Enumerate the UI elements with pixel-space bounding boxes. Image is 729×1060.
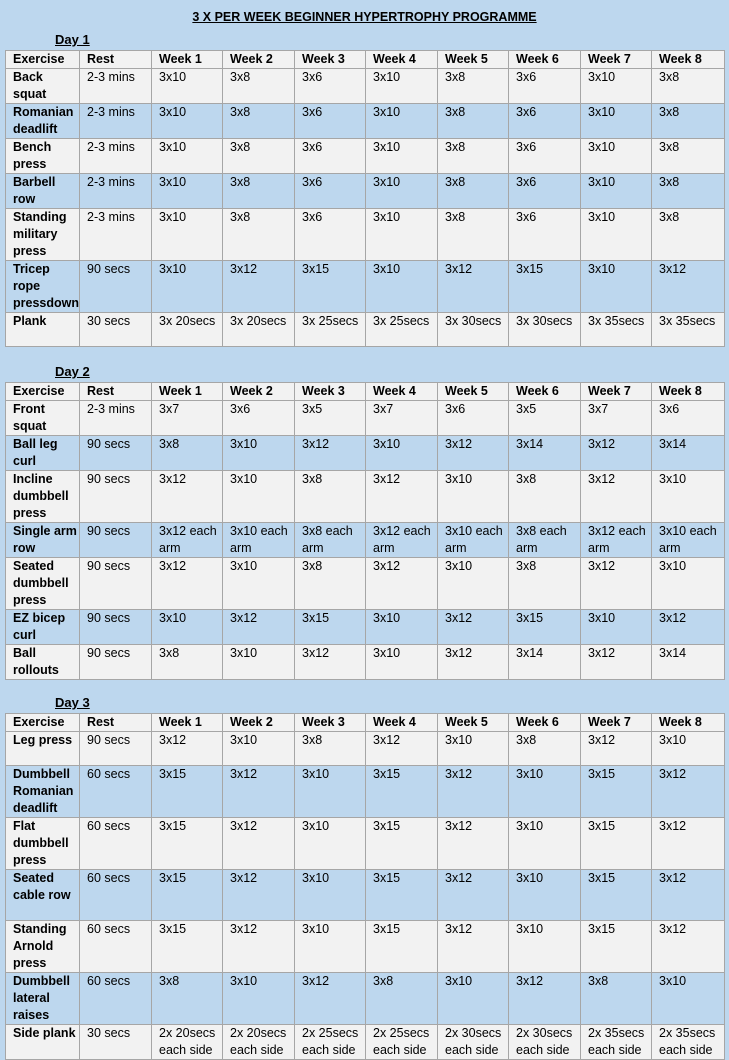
week-3-cell: 3x6 — [295, 209, 366, 261]
week-2-cell: 3x8 — [223, 209, 295, 261]
rest-cell: 2-3 mins — [80, 139, 152, 174]
table-row — [6, 973, 725, 1025]
exercise-name: Single arm row — [6, 523, 80, 558]
table-header-row — [6, 51, 725, 69]
column-header: Exercise — [6, 383, 80, 401]
week-1-cell: 3x8 — [152, 645, 223, 680]
column-header: Week 2 — [223, 714, 295, 732]
week-4-cell: 3x7 — [366, 401, 438, 436]
week-8-cell: 3x8 — [652, 174, 725, 209]
exercise-name: Bench press — [6, 139, 80, 174]
week-2-cell: 3x10 — [223, 471, 295, 523]
week-8-cell: 3x12 — [652, 261, 725, 313]
week-2-cell: 3x 20secs — [223, 313, 295, 347]
week-2-cell: 3x10 — [223, 436, 295, 471]
column-header: Week 5 — [438, 714, 509, 732]
week-6-cell: 3x10 — [509, 921, 581, 973]
exercise-name: Leg press — [6, 732, 80, 766]
week-1-cell: 3x12 each arm — [152, 523, 223, 558]
week-2-cell: 3x12 — [223, 766, 295, 818]
week-3-cell: 3x10 — [295, 921, 366, 973]
week-5-cell: 3x 30secs — [438, 313, 509, 347]
week-2-cell: 3x10 — [223, 558, 295, 610]
week-1-cell: 3x15 — [152, 818, 223, 870]
week-2-cell: 3x8 — [223, 174, 295, 209]
exercise-name: Flat dumbbell press — [6, 818, 80, 870]
week-1-cell: 3x10 — [152, 610, 223, 645]
week-7-cell: 3x7 — [581, 401, 652, 436]
week-7-cell: 3x12 — [581, 471, 652, 523]
week-8-cell: 3x8 — [652, 139, 725, 174]
rest-cell: 2-3 mins — [80, 104, 152, 139]
table-header-row — [6, 383, 725, 401]
week-3-cell: 3x8 — [295, 471, 366, 523]
column-header: Week 4 — [366, 714, 438, 732]
week-3-cell: 3x8 each arm — [295, 523, 366, 558]
week-8-cell: 3x10 — [652, 732, 725, 766]
table-row — [6, 732, 725, 766]
week-6-cell: 3x5 — [509, 401, 581, 436]
week-7-cell: 3x10 — [581, 209, 652, 261]
week-4-cell: 3x12 — [366, 558, 438, 610]
week-7-cell: 3x12 each arm — [581, 523, 652, 558]
table-row — [6, 921, 725, 973]
week-8-cell: 3x12 — [652, 921, 725, 973]
rest-cell: 90 secs — [80, 471, 152, 523]
week-1-cell: 3x12 — [152, 558, 223, 610]
rest-cell: 2-3 mins — [80, 174, 152, 209]
week-2-cell: 3x12 — [223, 921, 295, 973]
week-8-cell: 3x10 — [652, 973, 725, 1025]
week-5-cell: 3x8 — [438, 174, 509, 209]
table-row — [6, 766, 725, 818]
week-2-cell: 3x8 — [223, 139, 295, 174]
week-5-cell: 3x12 — [438, 870, 509, 921]
week-6-cell: 3x15 — [509, 261, 581, 313]
week-4-cell: 3x10 — [366, 209, 438, 261]
table-row — [6, 401, 725, 436]
week-2-cell: 3x8 — [223, 104, 295, 139]
week-7-cell: 3x10 — [581, 261, 652, 313]
week-1-cell: 3x15 — [152, 921, 223, 973]
column-header: Week 7 — [581, 714, 652, 732]
week-8-cell: 3x8 — [652, 209, 725, 261]
week-6-cell: 3x8 — [509, 471, 581, 523]
week-3-cell: 3x15 — [295, 610, 366, 645]
column-header: Week 8 — [652, 51, 725, 69]
week-7-cell: 3x10 — [581, 139, 652, 174]
week-4-cell: 3x12 — [366, 732, 438, 766]
week-2-cell: 3x12 — [223, 261, 295, 313]
rest-cell: 60 secs — [80, 766, 152, 818]
exercise-name: Dumbbell Romanian deadlift — [6, 766, 80, 818]
rest-cell: 30 secs — [80, 1025, 152, 1060]
week-7-cell: 3x10 — [581, 104, 652, 139]
week-4-cell: 3x8 — [366, 973, 438, 1025]
week-8-cell: 2x 35secs each side — [652, 1025, 725, 1060]
week-6-cell: 3x8 — [509, 558, 581, 610]
week-6-cell: 3x6 — [509, 104, 581, 139]
week-4-cell: 3x10 — [366, 69, 438, 104]
week-8-cell: 3x12 — [652, 610, 725, 645]
week-3-cell: 3x8 — [295, 558, 366, 610]
rest-cell: 90 secs — [80, 558, 152, 610]
rest-cell: 30 secs — [80, 313, 152, 347]
week-1-cell: 3x12 — [152, 471, 223, 523]
week-2-cell: 2x 20secs each side — [223, 1025, 295, 1060]
week-3-cell: 3x6 — [295, 139, 366, 174]
week-5-cell: 3x12 — [438, 921, 509, 973]
week-5-cell: 3x12 — [438, 436, 509, 471]
week-4-cell: 3x10 — [366, 436, 438, 471]
column-header: Week 7 — [581, 383, 652, 401]
week-3-cell: 3x8 — [295, 732, 366, 766]
week-2-cell: 3x10 — [223, 732, 295, 766]
week-3-cell: 3x6 — [295, 174, 366, 209]
rest-cell: 90 secs — [80, 261, 152, 313]
week-3-cell: 3x12 — [295, 973, 366, 1025]
column-header: Week 5 — [438, 51, 509, 69]
week-5-cell: 3x10 — [438, 558, 509, 610]
week-5-cell: 3x10 — [438, 732, 509, 766]
table-row — [6, 1025, 725, 1060]
column-header: Week 6 — [509, 383, 581, 401]
week-1-cell: 3x10 — [152, 104, 223, 139]
week-2-cell: 3x6 — [223, 401, 295, 436]
day-heading: Day 1 — [55, 32, 90, 47]
week-6-cell: 3x6 — [509, 174, 581, 209]
week-1-cell: 3x10 — [152, 261, 223, 313]
column-header: Week 8 — [652, 714, 725, 732]
week-3-cell: 3x 25secs — [295, 313, 366, 347]
column-header: Week 3 — [295, 51, 366, 69]
rest-cell: 60 secs — [80, 870, 152, 921]
week-1-cell: 3x15 — [152, 766, 223, 818]
week-1-cell: 3x10 — [152, 139, 223, 174]
week-8-cell: 3x14 — [652, 645, 725, 680]
week-5-cell: 2x 30secs each side — [438, 1025, 509, 1060]
table-row — [6, 313, 725, 347]
table-row — [6, 818, 725, 870]
week-4-cell: 3x15 — [366, 818, 438, 870]
table-row — [6, 436, 725, 471]
exercise-name: Front squat — [6, 401, 80, 436]
week-7-cell: 3x12 — [581, 436, 652, 471]
exercise-name: Ball rollouts — [6, 645, 80, 680]
exercise-name: Standing Arnold press — [6, 921, 80, 973]
week-3-cell: 2x 25secs each side — [295, 1025, 366, 1060]
rest-cell: 90 secs — [80, 645, 152, 680]
week-7-cell: 3x15 — [581, 766, 652, 818]
day-table — [5, 50, 725, 347]
rest-cell: 60 secs — [80, 818, 152, 870]
rest-cell: 2-3 mins — [80, 209, 152, 261]
week-1-cell: 3x7 — [152, 401, 223, 436]
rest-cell: 90 secs — [80, 523, 152, 558]
week-2-cell: 3x12 — [223, 870, 295, 921]
week-5-cell: 3x12 — [438, 261, 509, 313]
week-8-cell: 3x12 — [652, 766, 725, 818]
week-6-cell: 3x10 — [509, 818, 581, 870]
week-5-cell: 3x12 — [438, 766, 509, 818]
week-5-cell: 3x10 — [438, 973, 509, 1025]
table-row — [6, 645, 725, 680]
exercise-name: EZ bicep curl — [6, 610, 80, 645]
week-5-cell: 3x10 — [438, 471, 509, 523]
exercise-name: Ball leg curl — [6, 436, 80, 471]
exercise-name: Dumbbell lateral raises — [6, 973, 80, 1025]
week-3-cell: 3x12 — [295, 645, 366, 680]
week-3-cell: 3x15 — [295, 261, 366, 313]
week-5-cell: 3x10 each arm — [438, 523, 509, 558]
exercise-name: Standing military press — [6, 209, 80, 261]
week-1-cell: 3x8 — [152, 436, 223, 471]
week-7-cell: 3x12 — [581, 645, 652, 680]
week-8-cell: 3x12 — [652, 818, 725, 870]
week-7-cell: 2x 35secs each side — [581, 1025, 652, 1060]
week-5-cell: 3x6 — [438, 401, 509, 436]
exercise-name: Seated cable row — [6, 870, 80, 921]
week-7-cell: 3x12 — [581, 732, 652, 766]
week-2-cell: 3x10 — [223, 973, 295, 1025]
table-row — [6, 139, 725, 174]
week-7-cell: 3x12 — [581, 558, 652, 610]
week-1-cell: 3x15 — [152, 870, 223, 921]
week-1-cell: 3x10 — [152, 209, 223, 261]
week-7-cell: 3x15 — [581, 921, 652, 973]
week-2-cell: 3x12 — [223, 818, 295, 870]
week-4-cell: 3x12 — [366, 471, 438, 523]
rest-cell: 2-3 mins — [80, 69, 152, 104]
week-8-cell: 3x10 — [652, 471, 725, 523]
column-header: Exercise — [6, 51, 80, 69]
week-7-cell: 3x 35secs — [581, 313, 652, 347]
week-6-cell: 2x 30secs each side — [509, 1025, 581, 1060]
week-7-cell: 3x10 — [581, 69, 652, 104]
week-4-cell: 3x10 — [366, 645, 438, 680]
rest-cell: 90 secs — [80, 610, 152, 645]
column-header: Week 3 — [295, 383, 366, 401]
week-4-cell: 3x12 each arm — [366, 523, 438, 558]
week-1-cell: 3x8 — [152, 973, 223, 1025]
week-4-cell: 3x15 — [366, 921, 438, 973]
column-header: Rest — [80, 714, 152, 732]
week-7-cell: 3x10 — [581, 174, 652, 209]
week-6-cell: 3x14 — [509, 645, 581, 680]
column-header: Week 3 — [295, 714, 366, 732]
week-6-cell: 3x8 each arm — [509, 523, 581, 558]
rest-cell: 60 secs — [80, 973, 152, 1025]
column-header: Week 1 — [152, 383, 223, 401]
table-row — [6, 69, 725, 104]
week-8-cell: 3x6 — [652, 401, 725, 436]
week-2-cell: 3x10 — [223, 645, 295, 680]
week-8-cell: 3x 35secs — [652, 313, 725, 347]
week-1-cell: 3x10 — [152, 69, 223, 104]
week-5-cell: 3x8 — [438, 104, 509, 139]
table-row — [6, 523, 725, 558]
week-6-cell: 3x6 — [509, 209, 581, 261]
week-6-cell: 3x10 — [509, 766, 581, 818]
week-4-cell: 3x15 — [366, 870, 438, 921]
week-5-cell: 3x12 — [438, 610, 509, 645]
week-8-cell: 3x10 each arm — [652, 523, 725, 558]
exercise-name: Incline dumbbell press — [6, 471, 80, 523]
week-4-cell: 3x10 — [366, 174, 438, 209]
week-6-cell: 3x 30secs — [509, 313, 581, 347]
week-4-cell: 3x10 — [366, 261, 438, 313]
table-row — [6, 471, 725, 523]
rest-cell: 90 secs — [80, 436, 152, 471]
table-row — [6, 558, 725, 610]
week-2-cell: 3x10 each arm — [223, 523, 295, 558]
week-6-cell: 3x15 — [509, 610, 581, 645]
day-table — [5, 382, 725, 680]
day-heading: Day 2 — [55, 364, 90, 379]
exercise-name: Barbell row — [6, 174, 80, 209]
week-3-cell: 3x10 — [295, 870, 366, 921]
column-header: Week 6 — [509, 51, 581, 69]
week-3-cell: 3x5 — [295, 401, 366, 436]
week-5-cell: 3x8 — [438, 139, 509, 174]
column-header: Week 7 — [581, 51, 652, 69]
week-6-cell: 3x10 — [509, 870, 581, 921]
column-header: Week 8 — [652, 383, 725, 401]
column-header: Week 5 — [438, 383, 509, 401]
week-3-cell: 3x12 — [295, 436, 366, 471]
week-5-cell: 3x12 — [438, 645, 509, 680]
week-7-cell: 3x15 — [581, 870, 652, 921]
rest-cell: 90 secs — [80, 732, 152, 766]
column-header: Week 2 — [223, 383, 295, 401]
column-header: Week 4 — [366, 51, 438, 69]
column-header: Week 1 — [152, 51, 223, 69]
exercise-name: Side plank — [6, 1025, 80, 1060]
week-6-cell: 3x12 — [509, 973, 581, 1025]
table-row — [6, 209, 725, 261]
exercise-name: Tricep rope pressdown — [6, 261, 80, 313]
week-1-cell: 3x12 — [152, 732, 223, 766]
exercise-name: Seated dumbbell press — [6, 558, 80, 610]
week-6-cell: 3x8 — [509, 732, 581, 766]
week-4-cell: 3x10 — [366, 104, 438, 139]
week-8-cell: 3x8 — [652, 69, 725, 104]
week-5-cell: 3x8 — [438, 209, 509, 261]
week-8-cell: 3x14 — [652, 436, 725, 471]
week-8-cell: 3x12 — [652, 870, 725, 921]
column-header: Week 4 — [366, 383, 438, 401]
week-7-cell: 3x8 — [581, 973, 652, 1025]
week-3-cell: 3x6 — [295, 104, 366, 139]
week-3-cell: 3x6 — [295, 69, 366, 104]
rest-cell: 60 secs — [80, 921, 152, 973]
exercise-name: Plank — [6, 313, 80, 347]
week-6-cell: 3x14 — [509, 436, 581, 471]
week-5-cell: 3x12 — [438, 818, 509, 870]
week-2-cell: 3x12 — [223, 610, 295, 645]
table-row — [6, 104, 725, 139]
week-2-cell: 3x8 — [223, 69, 295, 104]
week-4-cell: 3x10 — [366, 610, 438, 645]
week-4-cell: 2x 25secs each side — [366, 1025, 438, 1060]
table-row — [6, 174, 725, 209]
week-6-cell: 3x6 — [509, 69, 581, 104]
exercise-name: Back squat — [6, 69, 80, 104]
column-header: Rest — [80, 383, 152, 401]
rest-cell: 2-3 mins — [80, 401, 152, 436]
week-4-cell: 3x15 — [366, 766, 438, 818]
week-7-cell: 3x10 — [581, 610, 652, 645]
column-header: Exercise — [6, 714, 80, 732]
column-header: Week 1 — [152, 714, 223, 732]
column-header: Week 2 — [223, 51, 295, 69]
week-5-cell: 3x8 — [438, 69, 509, 104]
page-title: 3 X PER WEEK BEGINNER HYPERTROPHY PROGRAMME — [192, 10, 537, 24]
table-row — [6, 610, 725, 645]
day-table — [5, 713, 725, 1060]
column-header: Week 6 — [509, 714, 581, 732]
week-1-cell: 3x 20secs — [152, 313, 223, 347]
table-row — [6, 870, 725, 921]
table-header-row — [6, 714, 725, 732]
day-heading: Day 3 — [55, 695, 90, 710]
week-3-cell: 3x10 — [295, 766, 366, 818]
week-6-cell: 3x6 — [509, 139, 581, 174]
week-1-cell: 3x10 — [152, 174, 223, 209]
week-4-cell: 3x 25secs — [366, 313, 438, 347]
column-header: Rest — [80, 51, 152, 69]
week-1-cell: 2x 20secs each side — [152, 1025, 223, 1060]
week-3-cell: 3x10 — [295, 818, 366, 870]
week-8-cell: 3x8 — [652, 104, 725, 139]
week-4-cell: 3x10 — [366, 139, 438, 174]
exercise-name: Romanian deadlift — [6, 104, 80, 139]
week-8-cell: 3x10 — [652, 558, 725, 610]
week-7-cell: 3x15 — [581, 818, 652, 870]
table-row — [6, 261, 725, 313]
